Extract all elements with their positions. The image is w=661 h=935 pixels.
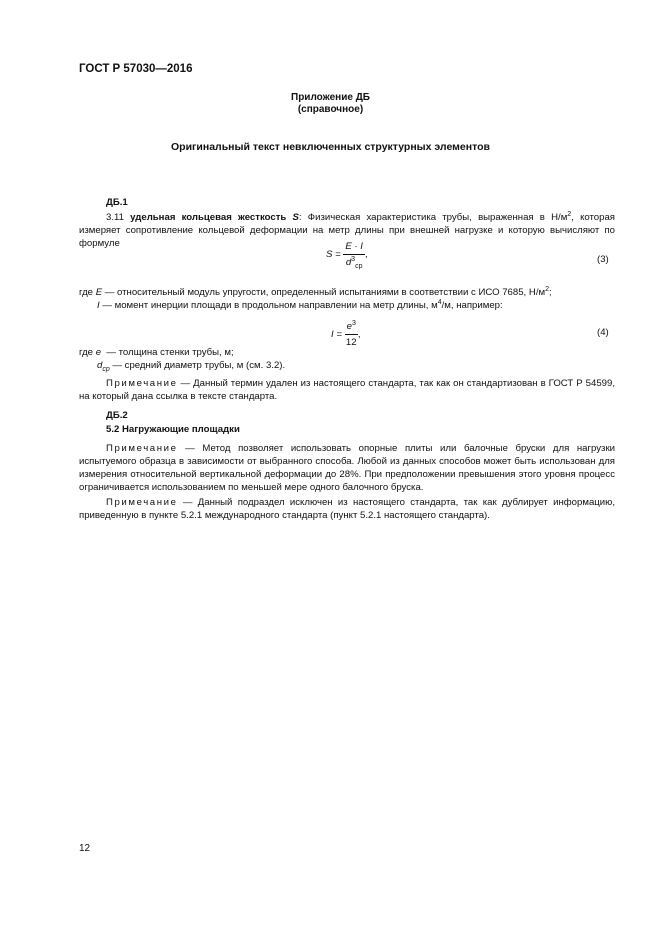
where2-e-line: где e — толщина стенки трубы, м; [79, 347, 234, 358]
where-e-line: где E — относительный модуль упругости, определенный испытаниями в соответствии с ИСО 7685, $Н/м^2$; [79, 285, 552, 298]
where-i-line: I — момент инерции площади в продольном направлении на метр длины, $м^4/м$, например: [97, 298, 503, 311]
formula-3-fraction [343, 240, 365, 269]
definition-sup: 2 [567, 210, 572, 218]
note-db2-1: Примечание — Метод позволяет использовать опорные плиты или балочные бруски для нагрузки испытуемого образца в зависимости от выбранного способа. Любой из данных способов может быть использован для измерения относительной вертикальной деформации до 28%. При предположении превышения этого уровня процесс ограничивается использованием по меньшей мере одного балочного бруска. [79, 443, 615, 493]
formula-3-lhs: S = [326, 249, 341, 261]
formula-4-fraction [345, 320, 358, 349]
section-label-db1: ДБ.1 [106, 197, 128, 208]
formula-3-tail: , [364, 249, 368, 261]
equation-number-3: (3) [597, 254, 609, 265]
clause-number: 3.11 [106, 212, 124, 223]
document-header: ГОСТ Р 57030—2016 [79, 63, 193, 75]
appendix-heading: Оригинальный текст невключенных структурных элементов [171, 141, 490, 153]
equation-number-4: (4) [597, 327, 609, 338]
formula-4-tail: , [357, 329, 361, 341]
page-number: 12 [79, 843, 91, 854]
term-symbol: S [292, 212, 299, 223]
formula-3-numerator: E · I [343, 240, 365, 255]
formula-4-numerator: $e^3$ [345, 320, 358, 335]
formula-3-denominator: $d^3_{ср}$ [345, 255, 363, 270]
formula-4 [331, 320, 361, 349]
section-heading-5-2: 5.2 Нагружающие площадки [106, 424, 240, 435]
note-label: Примечание [106, 497, 178, 508]
note-db1: Примечание — Данный термин удален из настоящего стандарта, так как он стандартизован в ГОСТ Р 54599, на который дана ссылка в тексте стандарта. [79, 378, 615, 402]
where2-d-line: $d_{ср}$ — средний диаметр трубы, м (см. 3.2). [97, 360, 286, 373]
note-label: Примечание [106, 378, 178, 389]
appendix-subtitle: (справочное) [297, 104, 364, 115]
appendix-title: Приложение ДБ [291, 92, 370, 103]
formula-3 [326, 240, 368, 269]
note-label: Примечание [106, 443, 178, 454]
formula-4-lhs: I = [331, 329, 342, 341]
formula-4-denominator: 12 [345, 337, 357, 348]
section-label-db2: ДБ.2 [106, 410, 128, 421]
term: удельная кольцевая жесткость [130, 212, 287, 223]
definition-text-a: : Физическая характеристика трубы, выраженная в Н/м [298, 212, 568, 223]
note-db2-2: Примечание — Данный подраздел исключен из настоящего стандарта, так как дублирует информацию, приведенную в пункте 5.2.1 международного стандарта (пункт 5.2.1 настоящего стандарта). [79, 497, 615, 521]
definition-text-b: , которая измеряет сопротивление кольцевой деформации на метр длины при внешней нагрузке и которую вычисляют по формуле [79, 212, 615, 249]
